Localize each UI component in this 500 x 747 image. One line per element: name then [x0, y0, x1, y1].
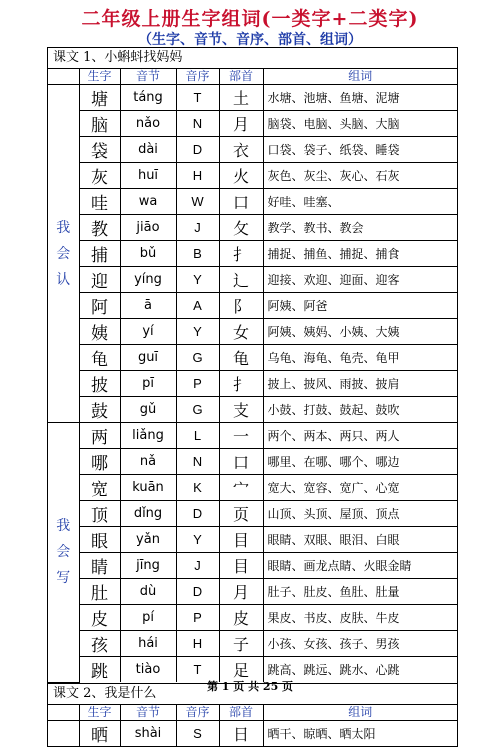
initial-cell: G	[176, 397, 219, 423]
pinyin-cell: nǎ	[120, 449, 176, 475]
pinyin-cell: gǔ	[120, 397, 176, 423]
initial-cell: G	[176, 345, 219, 371]
pinyin-cell: hái	[120, 631, 176, 657]
pinyin-cell: shài	[120, 720, 176, 746]
words-cell: 捕捉、捕鱼、捕捉、捕食	[263, 241, 457, 267]
words-cell: 脑袋、电脑、头脑、大脑	[263, 111, 457, 137]
words-cell: 小鼓、打鼓、鼓起、鼓吹	[263, 397, 457, 423]
table-row	[48, 189, 457, 215]
page-footer: 第 1 页 共 25 页	[206, 680, 294, 693]
table-row	[48, 293, 457, 319]
table-row	[48, 553, 457, 579]
pinyin-cell: jiāo	[120, 215, 176, 241]
lesson-2-title: 课文 2、我是什么	[48, 683, 457, 705]
table-row	[48, 475, 457, 501]
character-cell: 宽	[79, 475, 120, 501]
table-row	[48, 501, 457, 527]
group-label-write: 我 会 写	[48, 423, 79, 683]
lesson-1-title: 课文 1、小蝌蚪找妈妈	[48, 48, 457, 69]
character-cell: 肚	[79, 579, 120, 605]
character-cell: 晒	[79, 720, 120, 746]
table-row	[48, 111, 457, 137]
initial-cell: N	[176, 111, 219, 137]
group-label-recognize: 我 会 认	[48, 85, 79, 423]
lesson-1-table	[48, 69, 457, 683]
table-row	[48, 345, 457, 371]
radical-cell: 辶	[219, 267, 263, 293]
initial-cell: J	[176, 215, 219, 241]
words-cell: 眼睛、双眼、眼泪、白眼	[263, 527, 457, 553]
table-header-row	[48, 69, 457, 85]
page-subtitle: （生字、音节、音序、部首、组词）	[138, 32, 362, 48]
radical-cell: 页	[219, 501, 263, 527]
words-cell: 好哇、哇塞、	[263, 189, 457, 215]
table-row	[48, 579, 457, 605]
words-cell: 两个、两本、两只、两人	[263, 423, 457, 449]
radical-cell: 火	[219, 163, 263, 189]
words-cell: 教学、教书、教会	[263, 215, 457, 241]
character-cell: 袋	[79, 137, 120, 163]
character-cell: 顶	[79, 501, 120, 527]
initial-cell: D	[176, 137, 219, 163]
radical-cell: 衣	[219, 137, 263, 163]
character-cell: 捕	[79, 241, 120, 267]
column-header: 音节	[120, 69, 176, 85]
radical-cell: 土	[219, 85, 263, 111]
pinyin-cell: táng	[120, 85, 176, 111]
table-row	[48, 423, 457, 449]
words-cell: 乌龟、海龟、龟壳、龟甲	[263, 345, 457, 371]
character-cell: 迎	[79, 267, 120, 293]
column-header: 组词	[263, 69, 457, 85]
character-cell: 哇	[79, 189, 120, 215]
table-row	[48, 163, 457, 189]
initial-cell: S	[176, 720, 219, 746]
radical-cell: 宀	[219, 475, 263, 501]
words-cell: 灰色、灰尘、灰心、石灰	[263, 163, 457, 189]
words-cell: 阿姨、阿爸	[263, 293, 457, 319]
table-row	[48, 85, 457, 111]
pinyin-cell: tiào	[120, 657, 176, 683]
words-cell: 眼睛、画龙点睛、火眼金睛	[263, 553, 457, 579]
column-header: 生字	[79, 705, 120, 721]
character-cell: 教	[79, 215, 120, 241]
pinyin-cell: nǎo	[120, 111, 176, 137]
column-header: 组词	[263, 705, 457, 721]
radical-cell: 一	[219, 423, 263, 449]
group-label-blank	[48, 720, 79, 746]
radical-cell: 扌	[219, 241, 263, 267]
radical-cell: 女	[219, 319, 263, 345]
table-row	[48, 319, 457, 345]
column-header: 生字	[79, 69, 120, 85]
character-cell: 灰	[79, 163, 120, 189]
pinyin-cell: pī	[120, 371, 176, 397]
radical-cell: 口	[219, 189, 263, 215]
words-cell: 披上、披风、雨披、披肩	[263, 371, 457, 397]
radical-cell: 皮	[219, 605, 263, 631]
pinyin-cell: jīng	[120, 553, 176, 579]
initial-cell: J	[176, 553, 219, 579]
initial-cell: T	[176, 85, 219, 111]
column-header: 音序	[176, 705, 219, 721]
column-header: 部首	[219, 705, 263, 721]
table-row	[48, 215, 457, 241]
table-row	[48, 137, 457, 163]
character-cell: 哪	[79, 449, 120, 475]
initial-cell: P	[176, 605, 219, 631]
pinyin-cell: dài	[120, 137, 176, 163]
words-cell: 小孩、女孩、孩子、男孩	[263, 631, 457, 657]
pinyin-cell: wa	[120, 189, 176, 215]
words-cell: 水塘、池塘、鱼塘、泥塘	[263, 85, 457, 111]
column-header: 部首	[219, 69, 263, 85]
radical-cell: 口	[219, 449, 263, 475]
pinyin-cell: dù	[120, 579, 176, 605]
pinyin-cell: yǎn	[120, 527, 176, 553]
character-cell: 皮	[79, 605, 120, 631]
table-row	[48, 631, 457, 657]
table-row	[48, 720, 457, 746]
pinyin-cell: pí	[120, 605, 176, 631]
radical-cell: 龟	[219, 345, 263, 371]
pinyin-cell: kuān	[120, 475, 176, 501]
words-cell: 口袋、袋子、纸袋、睡袋	[263, 137, 457, 163]
initial-cell: Y	[176, 527, 219, 553]
pinyin-cell: guī	[120, 345, 176, 371]
initial-cell: L	[176, 423, 219, 449]
words-cell: 哪里、在哪、哪个、哪边	[263, 449, 457, 475]
table-row	[48, 397, 457, 423]
radical-cell: 目	[219, 527, 263, 553]
initial-cell: Y	[176, 319, 219, 345]
column-header: 音节	[120, 705, 176, 721]
character-cell: 披	[79, 371, 120, 397]
character-cell: 跳	[79, 657, 120, 683]
radical-cell: 月	[219, 579, 263, 605]
initial-cell: K	[176, 475, 219, 501]
words-cell: 迎接、欢迎、迎面、迎客	[263, 267, 457, 293]
pinyin-cell: liǎng	[120, 423, 176, 449]
words-cell: 山顶、头顶、屋顶、顶点	[263, 501, 457, 527]
radical-cell: 足	[219, 657, 263, 683]
character-cell: 脑	[79, 111, 120, 137]
column-header: 音序	[176, 69, 219, 85]
words-cell: 阿姨、姨妈、小姨、大姨	[263, 319, 457, 345]
character-cell: 两	[79, 423, 120, 449]
radical-cell: 月	[219, 111, 263, 137]
pinyin-cell: dǐng	[120, 501, 176, 527]
character-cell: 姨	[79, 319, 120, 345]
initial-cell: W	[176, 189, 219, 215]
initial-cell: A	[176, 293, 219, 319]
initial-cell: D	[176, 501, 219, 527]
words-cell: 果皮、书皮、皮肤、牛皮	[263, 605, 457, 631]
radical-cell: 支	[219, 397, 263, 423]
initial-cell: T	[176, 657, 219, 683]
radical-cell: 目	[219, 553, 263, 579]
pinyin-cell: bǔ	[120, 241, 176, 267]
vocabulary-sheet	[47, 47, 458, 747]
initial-cell: Y	[176, 267, 219, 293]
initial-cell: P	[176, 371, 219, 397]
words-cell: 宽大、宽容、宽广、心宽	[263, 475, 457, 501]
radical-cell: 阝	[219, 293, 263, 319]
radical-cell: 扌	[219, 371, 263, 397]
character-cell: 塘	[79, 85, 120, 111]
initial-cell: H	[176, 631, 219, 657]
initial-cell: D	[176, 579, 219, 605]
header-blank	[48, 69, 79, 85]
radical-cell: 攵	[219, 215, 263, 241]
character-cell: 阿	[79, 293, 120, 319]
radical-cell: 子	[219, 631, 263, 657]
table-row	[48, 371, 457, 397]
pinyin-cell: ā	[120, 293, 176, 319]
table-row	[48, 449, 457, 475]
pinyin-cell: yí	[120, 319, 176, 345]
table-row	[48, 267, 457, 293]
pinyin-cell: yíng	[120, 267, 176, 293]
character-cell: 鼓	[79, 397, 120, 423]
words-cell: 晒干、晾晒、晒太阳	[263, 720, 457, 746]
table-row	[48, 241, 457, 267]
character-cell: 眼	[79, 527, 120, 553]
radical-cell: 日	[219, 720, 263, 746]
character-cell: 孩	[79, 631, 120, 657]
character-cell: 龟	[79, 345, 120, 371]
page-title: 二年级上册生字组词(一类字+二类字)	[81, 8, 419, 30]
words-cell: 跳高、跳远、跳水、心跳	[263, 657, 457, 683]
initial-cell: B	[176, 241, 219, 267]
lesson-2-table	[48, 705, 457, 746]
pinyin-cell: huī	[120, 163, 176, 189]
table-row	[48, 527, 457, 553]
table-row	[48, 605, 457, 631]
character-cell: 睛	[79, 553, 120, 579]
initial-cell: N	[176, 449, 219, 475]
initial-cell: H	[176, 163, 219, 189]
words-cell: 肚子、肚皮、鱼肚、肚量	[263, 579, 457, 605]
